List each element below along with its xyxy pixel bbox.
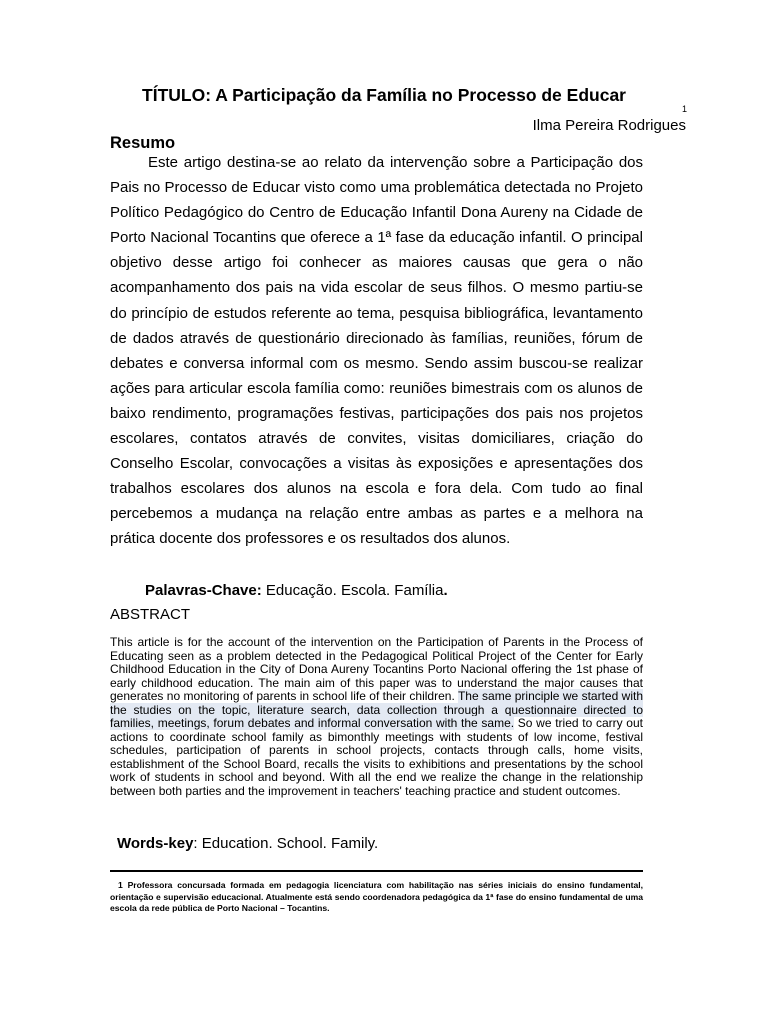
palavras-chave-end: . xyxy=(443,582,448,599)
resumo-body: Este artigo destina-se ao relato da intervenção sobre a Participação dos Pais no Processo de Educar visto como uma problemática detectada no Projeto Político Pedagógico do Centro de Educação Infantil Dona Aureny na Cidade de Porto Nacional Tocantins que oferece a 1ª fase da educação infantil. O principal objetivo desse artigo foi conhecer as maiores causas que gera o não acompanhamento dos pais na vida escolar de seus filhos. O mesmo partiu-se do princípio de estudos referente ao tema, pesquisa bibliográfica, levantamento de dados através de questionário direcionado às famílias, reuniões, fórum de debates e conversa informal com os mesmo. Sendo assim buscou-se realizar ações para articular escola família como: reuniões bimestrais com os alunos de baixo rendimento, programações festivas, participações dos pais nos projetos escolares, contatos através de convites, visitas domiciliares, criação do Conselho Escolar, convocações a visitas às exposições e apresentações dos trabalhos escolares dos alunos na escola e fora dela. Com tudo ao final percebemos a mudança na relação entre ambas as partes e a melhora na prática docente dos professores e os resultados dos alunos. xyxy=(110,154,643,548)
abstract-highlighted-selection[interactable]: The same principle we started with the studies on the topic, literature search, data collection through a questionnaire directed to families, meetings, forum debates and informal conversation with the same. xyxy=(110,689,643,730)
abstract-part-1: This article is for the account of the intervention on the Participation of Parents in the Process of Educating seen as a problem detected in the Pedagogical Political Project of the Center for Early Childhood Education in the City of Dona Aureny Tocantins Porto Nacional offering the 1st phase of early childhood education. The main aim of this paper was to understand the major causes that generates no monitoring of parents in school life of their children. xyxy=(110,635,643,703)
footnote-marker: 1 xyxy=(682,104,688,114)
abstract-body xyxy=(110,636,643,798)
words-key-value: : Education. School. Family. xyxy=(193,835,379,852)
author-name: Ilma Pereira Rodrigues xyxy=(532,117,686,134)
resumo-heading: Resumo xyxy=(110,134,176,152)
palavras-chave-value: Educação. Escola. Família xyxy=(261,582,444,599)
footnote-divider xyxy=(110,870,643,872)
words-key xyxy=(117,833,378,855)
palavras-chave-label: Palavras-Chave: xyxy=(145,582,262,599)
abstract-heading: ABSTRACT xyxy=(110,606,191,623)
words-key-label: Words-key xyxy=(117,835,194,852)
palavras-chave xyxy=(145,580,448,602)
abstract-part-2: So we tried to carry out actions to coordinate school family as bimonthly meetings with students of low income, festival schedules, participation of parents in school projects, contacts through calls, home visits, establishment of the School Board, recalls the visits to exhibitions and presentations by the school work of students in school and beyond. With all the end we realize the change in the relationship between both parties and the improvement in teachers' teaching practice and student outcomes. xyxy=(110,716,643,798)
footnote-text: 1 Professora concursada formada em pedagogia licenciatura com habilitação nas séries iniciais do ensino fundamental, orientação e supervisão educacional. Atualmente está sendo coordenadora pedagógica da 1ª fase do ensino fundamental de uma escola da rede pública de Porto Nacional – Tocantins. xyxy=(110,880,643,913)
paper-title: TÍTULO: A Participação da Família no Processo de Educar xyxy=(142,85,626,105)
